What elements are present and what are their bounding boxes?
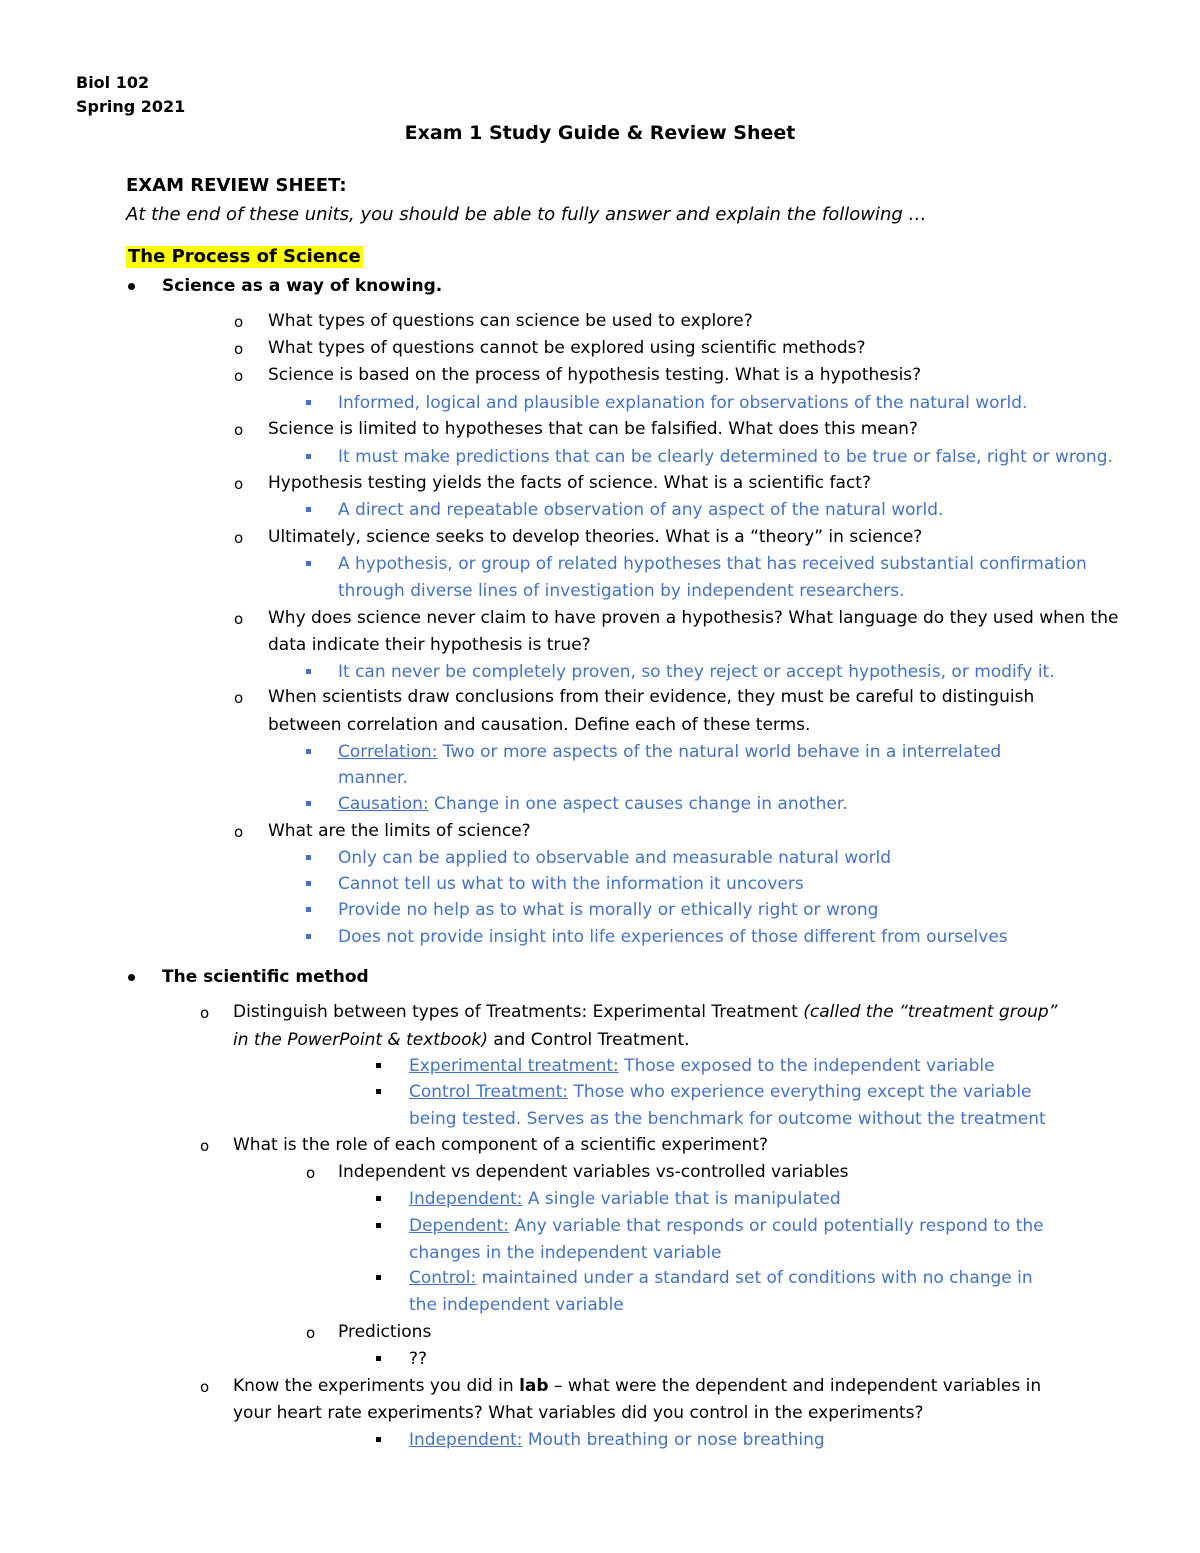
question-continued: between correlation and causation. Define each of these terms. xyxy=(268,715,811,735)
square-bullet-icon xyxy=(376,1089,381,1094)
answer xyxy=(338,793,848,815)
question: Science is based on the process of hypothesis testing. What is a hypothesis? xyxy=(268,365,922,385)
answer: Only can be applied to observable and measurable natural world xyxy=(338,848,892,868)
question-continued: data indicate their hypothesis is true? xyxy=(268,635,591,655)
question: Hypothesis testing yields the facts of science. What is a scientific fact? xyxy=(268,473,871,493)
list-marker: o xyxy=(234,823,244,841)
square-bullet-icon xyxy=(376,1196,381,1201)
term-independent-lab: Independent: xyxy=(409,1430,523,1450)
question: What are the limits of science? xyxy=(268,821,531,841)
answer: Cannot tell us what to with the information it uncovers xyxy=(338,874,804,894)
term-causation: Causation: xyxy=(338,794,429,814)
answer: A direct and repeatable observation of any aspect of the natural world. xyxy=(338,500,944,520)
answer: Dependent: Any variable that responds or could potentially respond to the xyxy=(409,1216,1044,1236)
term: Spring 2021 xyxy=(76,97,186,116)
list-marker: o xyxy=(234,475,244,493)
topic-title: The scientific method xyxy=(162,967,369,987)
answer-continued: through diverse lines of investigation by independent researchers. xyxy=(338,581,905,601)
square-bullet-icon xyxy=(306,855,311,860)
square-bullet-icon xyxy=(376,1223,381,1228)
list-marker: o xyxy=(234,529,244,547)
answer: It can never be completely proven, so they reject or accept hypothesis, or modify it. xyxy=(338,662,1055,682)
question: Why does science never claim to have proven a hypothesis? What language do they used when the xyxy=(268,608,1119,628)
term-independent: Independent: xyxy=(409,1189,523,1209)
question: Science is limited to hypotheses that can be falsified. What does this mean? xyxy=(268,419,918,439)
list-marker: o xyxy=(234,610,244,628)
square-bullet-icon xyxy=(376,1437,381,1442)
answer: Provide no help as to what is morally or ethically right or wrong xyxy=(338,900,879,920)
section-title: The Process of Science xyxy=(128,246,361,267)
term-correlation: Correlation: xyxy=(338,742,438,762)
sub-point: Predictions xyxy=(338,1322,432,1342)
definition: Change in one aspect causes change in another. xyxy=(428,794,848,814)
square-bullet-icon xyxy=(306,454,311,459)
list-marker: o xyxy=(234,367,244,385)
list-marker: o xyxy=(234,313,244,331)
question: What types of questions can science be used to explore? xyxy=(268,311,753,331)
square-bullet-icon xyxy=(306,561,311,566)
answer: Informed, logical and plausible explanation for observations of the natural world. xyxy=(338,393,1028,413)
point-continued: your heart rate experiments? What variables did you control in the experiments? xyxy=(233,1403,924,1423)
course-code: Biol 102 xyxy=(76,73,150,92)
list-marker: o xyxy=(306,1164,316,1182)
answer: ?? xyxy=(409,1349,428,1369)
square-bullet-icon xyxy=(306,881,311,886)
list-marker: o xyxy=(200,1378,210,1396)
square-bullet-icon xyxy=(306,507,311,512)
document-title: Exam 1 Study Guide & Review Sheet xyxy=(404,122,796,144)
bullet-icon xyxy=(128,974,135,981)
sub-point: Independent vs dependent variables vs-controlled variables xyxy=(338,1162,849,1182)
square-bullet-icon xyxy=(306,400,311,405)
list-marker: o xyxy=(200,1004,210,1022)
answer: Does not provide insight into life experiences of those different from ourselves xyxy=(338,927,1008,947)
bullet-icon xyxy=(128,283,135,290)
list-marker: o xyxy=(234,421,244,439)
term-control-treatment: Control Treatment: xyxy=(409,1082,569,1102)
answer: Independent: Mouth breathing or nose breathing xyxy=(409,1430,825,1450)
answer: Control Treatment: Those who experience everything except the variable xyxy=(409,1082,1032,1102)
square-bullet-icon xyxy=(376,1063,381,1068)
question: Ultimately, science seeks to develop theories. What is a “theory” in science? xyxy=(268,527,923,547)
answer-continued: the independent variable xyxy=(409,1295,624,1315)
answer: Experimental treatment: Those exposed to the independent variable xyxy=(409,1056,995,1076)
question: What types of questions cannot be explored using scientific methods? xyxy=(268,338,866,358)
question: When scientists draw conclusions from their evidence, they must be careful to distinguish xyxy=(268,687,1035,707)
square-bullet-icon xyxy=(306,907,311,912)
answer: A hypothesis, or group of related hypotheses that has received substantial confirmation xyxy=(338,554,1087,574)
square-bullet-icon xyxy=(306,934,311,939)
point: Distinguish between types of Treatments: Experimental Treatment (called the “treatment group” xyxy=(233,1002,1058,1022)
review-heading: EXAM REVIEW SHEET: xyxy=(126,175,347,196)
term-control: Control: xyxy=(409,1268,477,1288)
square-bullet-icon xyxy=(306,669,311,674)
answer: Independent: A single variable that is manipulated xyxy=(409,1189,841,1209)
list-marker: o xyxy=(234,689,244,707)
term-experimental: Experimental treatment: xyxy=(409,1056,619,1076)
term-dependent: Dependent: xyxy=(409,1216,509,1236)
square-bullet-icon xyxy=(376,1356,381,1361)
list-marker: o xyxy=(306,1324,316,1342)
answer-continued: changes in the independent variable xyxy=(409,1243,722,1263)
answer: It must make predictions that can be clearly determined to be true or false, right or wrong. xyxy=(338,447,1113,467)
topic-title: Science as a way of knowing. xyxy=(162,276,443,296)
definition: Two or more aspects of the natural world behave in a interrelated xyxy=(437,742,1002,762)
answer-continued: being tested. Serves as the benchmark for outcome without the treatment xyxy=(409,1109,1046,1129)
point: Know the experiments you did in lab – what were the dependent and independent variables in xyxy=(233,1376,1042,1396)
point: What is the role of each component of a scientific experiment? xyxy=(233,1135,769,1155)
point-continued: in the PowerPoint & textbook) and Control Treatment. xyxy=(233,1030,690,1050)
square-bullet-icon xyxy=(306,801,311,806)
list-marker: o xyxy=(234,340,244,358)
answer xyxy=(338,741,1001,763)
intro-text: At the end of these units, you should be able to fully answer and explain the following … xyxy=(126,204,927,225)
list-marker: o xyxy=(200,1137,210,1155)
answer-continued: manner. xyxy=(338,768,408,788)
square-bullet-icon xyxy=(306,749,311,754)
answer: Control: maintained under a standard set of conditions with no change in xyxy=(409,1268,1033,1288)
square-bullet-icon xyxy=(376,1275,381,1280)
